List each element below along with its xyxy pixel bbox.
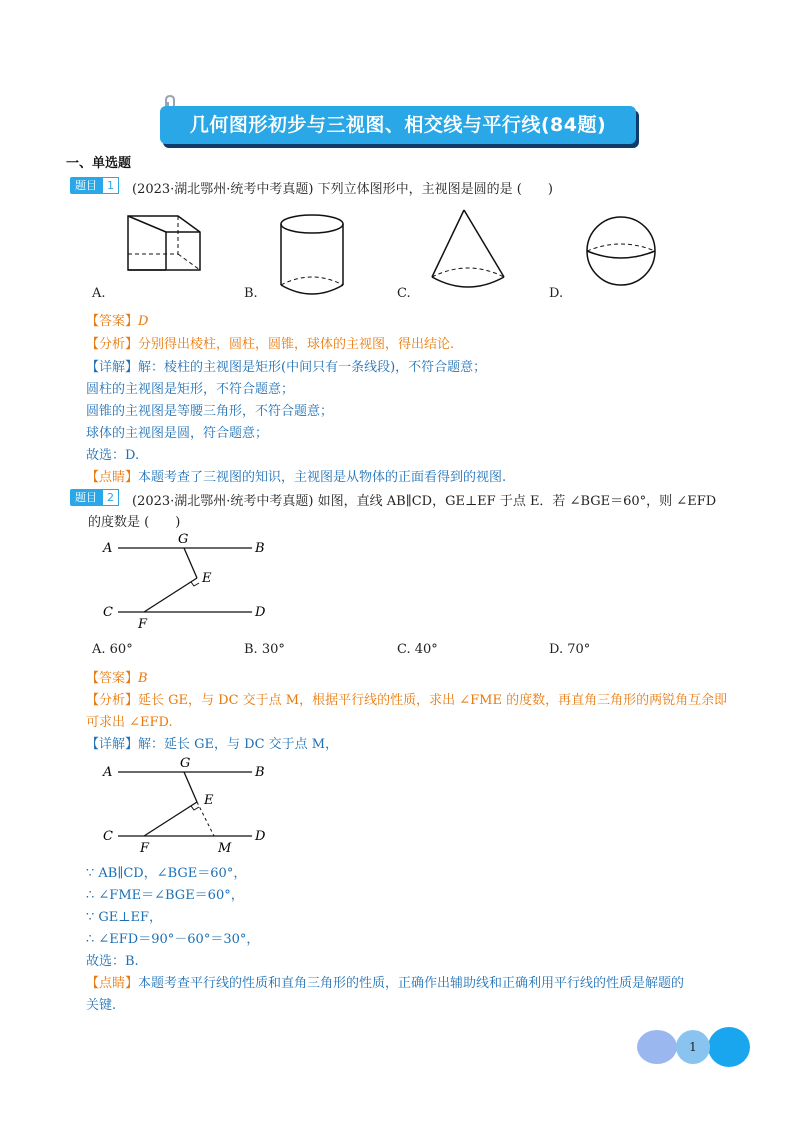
q2-option-a: A. 60°: [92, 642, 133, 657]
svg-text:C: C: [103, 605, 113, 620]
svg-text:F: F: [138, 617, 148, 632]
page-dot-right: [708, 1027, 750, 1067]
cone-figure: [428, 207, 514, 295]
q1-detail-line: 圆锥的主视图是等腰三角形，不符合题意；: [86, 404, 334, 419]
q1-option-c: C.: [397, 286, 411, 301]
question-2-stem-cont: 的度数是 ( ): [88, 515, 181, 530]
q2-option-c: C. 40°: [397, 642, 438, 657]
q1-detail-line: 故选：D.: [86, 448, 140, 463]
q2-answer: 【答案】B: [86, 671, 148, 686]
q1-detail-line: 圆柱的主视图是矩形，不符合题意；: [86, 382, 295, 397]
solution-figure: [100, 754, 280, 854]
question-badge-label: 题目: [70, 177, 102, 194]
question-badge-1: [70, 177, 119, 194]
svg-text:E: E: [202, 571, 212, 586]
page-dot-left: [637, 1030, 677, 1064]
svg-text:A: A: [103, 541, 113, 556]
q1-analysis: 【分析】分别得出棱柱，圆柱，圆锥，球体的主视图，得出结论.: [86, 337, 455, 352]
svg-text:G: G: [178, 532, 189, 547]
q1-detail: 【详解】解：棱柱的主视图是矩形(中间只有一条线段)，不符合题意；: [86, 360, 487, 375]
svg-text:M: M: [218, 841, 232, 856]
proof-line: 故选：B.: [86, 954, 139, 969]
sphere-figure: [582, 213, 662, 293]
svg-text:B: B: [255, 541, 265, 556]
svg-text:D: D: [255, 605, 266, 620]
q2-comment: 【点睛】本题考查平行线的性质和直角三角形的性质，正确作出辅助线和正确利用平行线的性质是解题的: [86, 976, 685, 991]
question-1-stem: (2023·湖北鄂州·统考中考真题) 下列立体图形中，主视图是圆的是 ( ): [132, 182, 553, 197]
q1-option-a: A.: [92, 286, 106, 301]
page-title: 几何图形初步与三视图、相交线与平行线(84题): [160, 106, 636, 144]
q2-detail: 【详解】解：延长 GE，与 DC 交于点 M，: [86, 737, 339, 752]
proof-line: ∴ ∠FME＝∠BGE＝60°，: [86, 888, 244, 903]
svg-text:D: D: [255, 829, 266, 844]
cylinder-figure: [274, 213, 350, 299]
question-2-stem: (2023·湖北鄂州·统考中考真题) 如图，直线 AB∥CD，GE⊥EF 于点 E．若 ∠BGE＝60°，则 ∠EFD: [132, 494, 717, 509]
q1-option-d: D.: [549, 286, 564, 301]
svg-text:A: A: [103, 765, 113, 780]
q1-answer: 【答案】D: [86, 314, 149, 329]
q2-analysis-cont: 可求出 ∠EFD.: [86, 715, 173, 730]
page-number: 1: [676, 1030, 710, 1064]
proof-line: ∵ GE⊥EF，: [86, 910, 163, 925]
proof-line: ∵ AB∥CD，∠BGE＝60°，: [86, 866, 247, 881]
svg-text:C: C: [103, 829, 113, 844]
question-badge-number: 2: [102, 489, 119, 506]
svg-text:F: F: [140, 841, 150, 856]
parallel-lines-figure: [100, 530, 280, 630]
q1-comment: 【点睛】本题考查了三视图的知识，主视图是从物体的正面看得到的视图.: [86, 470, 507, 485]
q1-detail-line: 球体的主视图是圆，符合题意；: [86, 426, 269, 441]
question-badge-label: 题目: [70, 489, 102, 506]
question-badge-2: [70, 489, 119, 506]
q1-option-b: B.: [244, 286, 258, 301]
prism-figure: [118, 208, 208, 278]
q2-option-b: B. 30°: [244, 642, 285, 657]
svg-text:E: E: [204, 793, 214, 808]
q2-option-d: D. 70°: [549, 642, 591, 657]
svg-text:G: G: [180, 756, 191, 771]
section-heading: 一、单选题: [66, 156, 132, 171]
q2-analysis: 【分析】延长 GE，与 DC 交于点 M，根据平行线的性质，求出 ∠FME 的度数，再直角三角形的两锐角互余即: [86, 693, 728, 708]
svg-text:B: B: [255, 765, 265, 780]
q2-comment-cont: 关键.: [86, 998, 117, 1013]
proof-line: ∴ ∠EFD＝90°－60°＝30°，: [86, 932, 260, 947]
question-badge-number: 1: [102, 177, 119, 194]
